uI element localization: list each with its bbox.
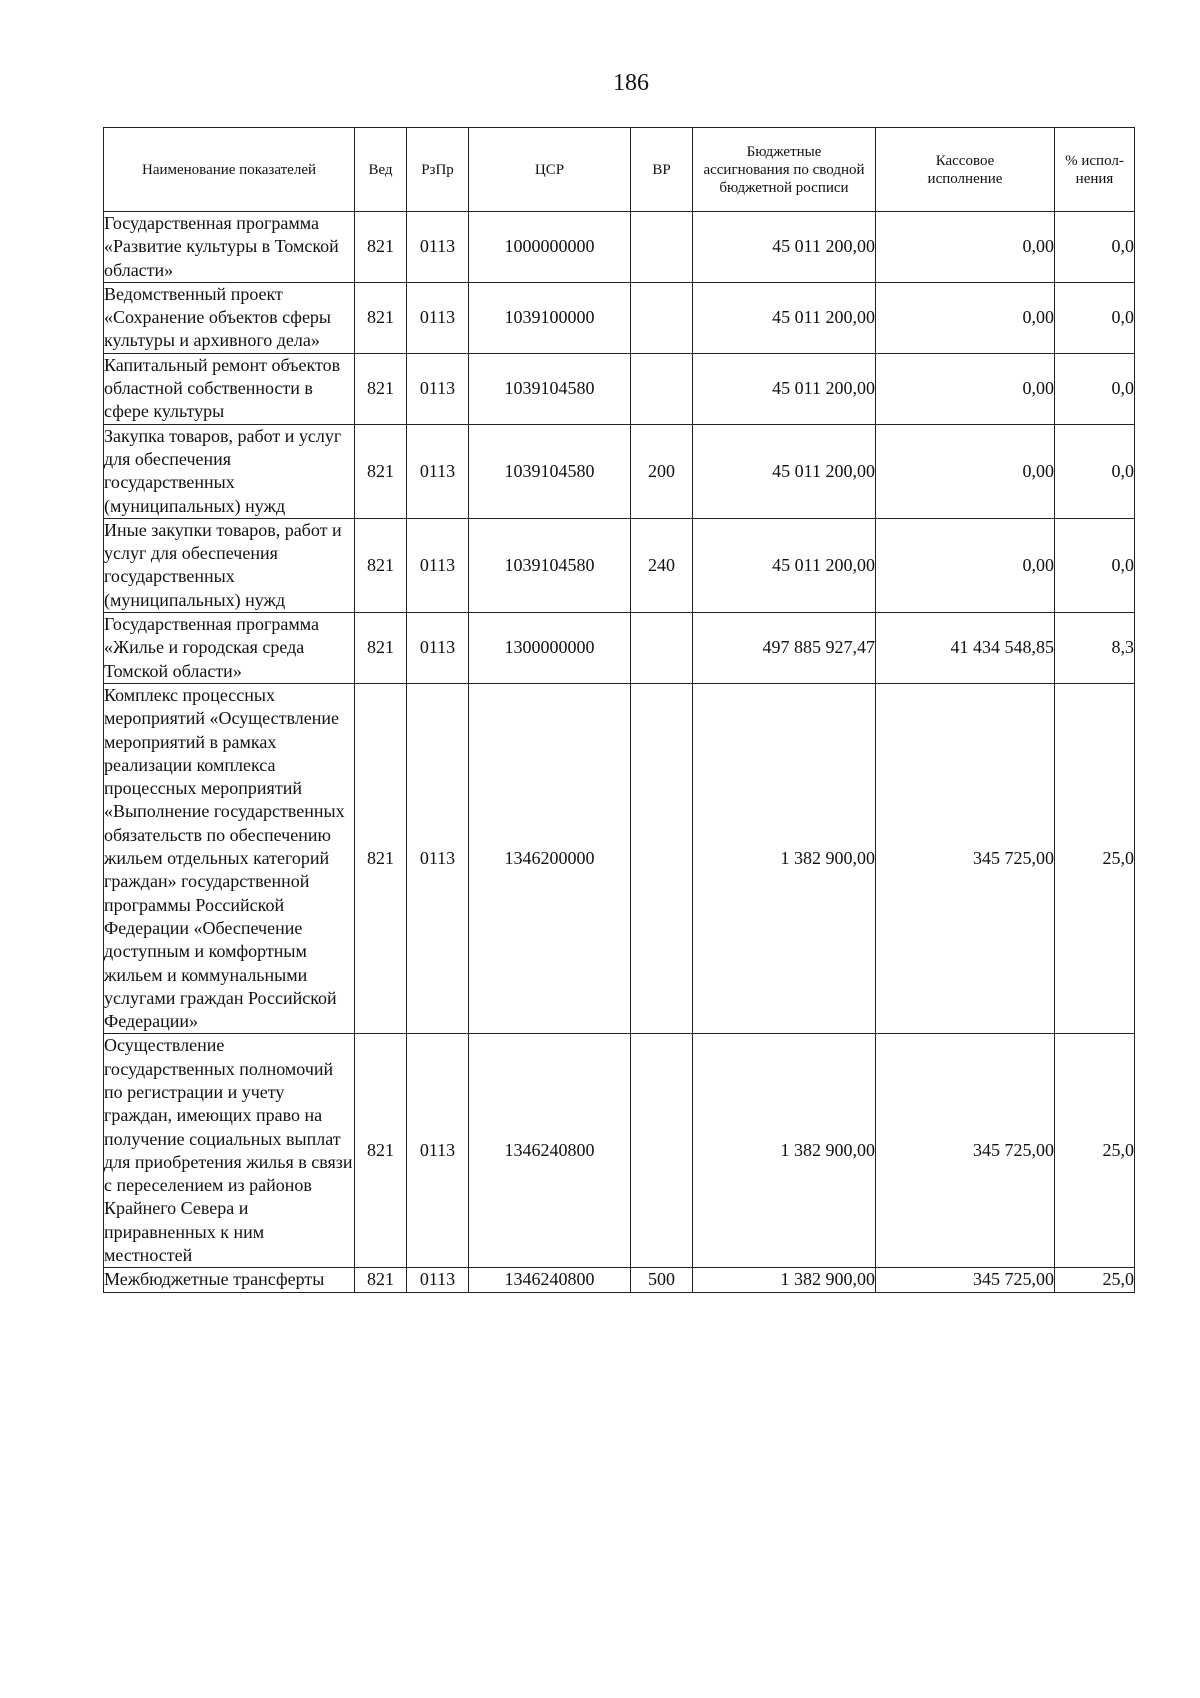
row-cash: 0,00: [876, 282, 1055, 353]
table-row: [104, 353, 1135, 424]
row-budget: 45 011 200,00: [693, 518, 876, 612]
header-csr: ЦСР: [469, 128, 631, 212]
row-budget: 1 382 900,00: [693, 1034, 876, 1268]
row-csr: 1346200000: [469, 683, 631, 1033]
row-ved: 821: [355, 424, 407, 518]
table-row: [104, 212, 1135, 283]
row-name: Ведомственный проект «Сохранение объектов сферы культуры и архивного дела»: [104, 282, 355, 353]
row-pct: 0,0: [1055, 353, 1135, 424]
row-cash: 345 725,00: [876, 1268, 1055, 1292]
row-name: Межбюджетные трансферты: [104, 1268, 355, 1292]
header-name: Наименование показателей: [104, 128, 355, 212]
row-vr: [631, 613, 693, 684]
row-ved: 821: [355, 353, 407, 424]
row-budget: 45 011 200,00: [693, 282, 876, 353]
header-pct: % испол-нения: [1055, 128, 1135, 212]
row-name: Комплекс процессных мероприятий «Осуществление мероприятий в рамках реализации комплекса процессных мероприятий «Выполнение государственных обязательств по обеспечению жильем отдельных категорий граждан» государственной программы Российской Федерации «Обеспечение доступным и комфортным жильем и коммунальными услугами граждан Российской Федерации»: [104, 683, 355, 1033]
row-rzpr: 0113: [407, 282, 469, 353]
row-rzpr: 0113: [407, 1034, 469, 1268]
table-row: [104, 518, 1135, 612]
row-ved: 821: [355, 683, 407, 1033]
row-ved: 821: [355, 518, 407, 612]
row-cash: 41 434 548,85: [876, 613, 1055, 684]
table-header-row: [104, 128, 1135, 212]
row-budget: 45 011 200,00: [693, 353, 876, 424]
row-vr: 500: [631, 1268, 693, 1292]
row-ved: 821: [355, 1034, 407, 1268]
table-row: [104, 1268, 1135, 1292]
row-pct: 0,0: [1055, 282, 1135, 353]
row-cash: 0,00: [876, 518, 1055, 612]
row-csr: 1346240800: [469, 1034, 631, 1268]
row-rzpr: 0113: [407, 1268, 469, 1292]
table-row: [104, 613, 1135, 684]
row-vr: 240: [631, 518, 693, 612]
row-rzpr: 0113: [407, 353, 469, 424]
row-csr: 1300000000: [469, 613, 631, 684]
row-rzpr: 0113: [407, 518, 469, 612]
row-vr: [631, 1034, 693, 1268]
row-cash: 0,00: [876, 424, 1055, 518]
row-budget: 497 885 927,47: [693, 613, 876, 684]
table-row: [104, 683, 1135, 1033]
row-csr: 1039104580: [469, 353, 631, 424]
row-csr: 1000000000: [469, 212, 631, 283]
row-vr: [631, 353, 693, 424]
row-budget: 45 011 200,00: [693, 424, 876, 518]
page-number: 186: [613, 70, 649, 96]
row-cash: 345 725,00: [876, 1034, 1055, 1268]
row-pct: 25,0: [1055, 1034, 1135, 1268]
row-pct: 25,0: [1055, 683, 1135, 1033]
header-rzpr: РзПр: [407, 128, 469, 212]
row-cash: 345 725,00: [876, 683, 1055, 1033]
row-cash: 0,00: [876, 353, 1055, 424]
header-ved: Вед: [355, 128, 407, 212]
row-vr: [631, 282, 693, 353]
row-csr: 1039100000: [469, 282, 631, 353]
row-csr: 1039104580: [469, 518, 631, 612]
row-budget: 1 382 900,00: [693, 683, 876, 1033]
row-name: Закупка товаров, работ и услуг для обеспечения государственных (муниципальных) нужд: [104, 424, 355, 518]
row-vr: 200: [631, 424, 693, 518]
budget-table: [103, 127, 1135, 1293]
row-pct: 0,0: [1055, 212, 1135, 283]
row-name: Иные закупки товаров, работ и услуг для обеспечения государственных (муниципальных) нужд: [104, 518, 355, 612]
row-vr: [631, 212, 693, 283]
row-ved: 821: [355, 613, 407, 684]
row-cash: 0,00: [876, 212, 1055, 283]
row-budget: 1 382 900,00: [693, 1268, 876, 1292]
table-row: [104, 424, 1135, 518]
row-ved: 821: [355, 1268, 407, 1292]
row-pct: 25,0: [1055, 1268, 1135, 1292]
header-cash: Кассовое исполнение: [876, 128, 1055, 212]
row-budget: 45 011 200,00: [693, 212, 876, 283]
row-name: Капитальный ремонт объектов областной собственности в сфере культуры: [104, 353, 355, 424]
row-vr: [631, 683, 693, 1033]
row-csr: 1039104580: [469, 424, 631, 518]
row-rzpr: 0113: [407, 613, 469, 684]
row-name: Государственная программа «Жилье и городская среда Томской области»: [104, 613, 355, 684]
row-pct: 0,0: [1055, 424, 1135, 518]
header-vr: ВР: [631, 128, 693, 212]
row-name: Государственная программа «Развитие культуры в Томской области»: [104, 212, 355, 283]
row-rzpr: 0113: [407, 212, 469, 283]
row-csr: 1346240800: [469, 1268, 631, 1292]
row-rzpr: 0113: [407, 424, 469, 518]
header-budget: Бюджетные ассигнования по сводной бюджетной росписи: [693, 128, 876, 212]
row-pct: 8,3: [1055, 613, 1135, 684]
table-row: [104, 282, 1135, 353]
row-rzpr: 0113: [407, 683, 469, 1033]
table-row: [104, 1034, 1135, 1268]
row-pct: 0,0: [1055, 518, 1135, 612]
row-ved: 821: [355, 212, 407, 283]
row-name: Осуществление государственных полномочий по регистрации и учету граждан, имеющих право на получение социальных выплат для приобретения жилья в связи с переселением из районов Крайнего Севера и приравненных к ним местностей: [104, 1034, 355, 1268]
row-ved: 821: [355, 282, 407, 353]
